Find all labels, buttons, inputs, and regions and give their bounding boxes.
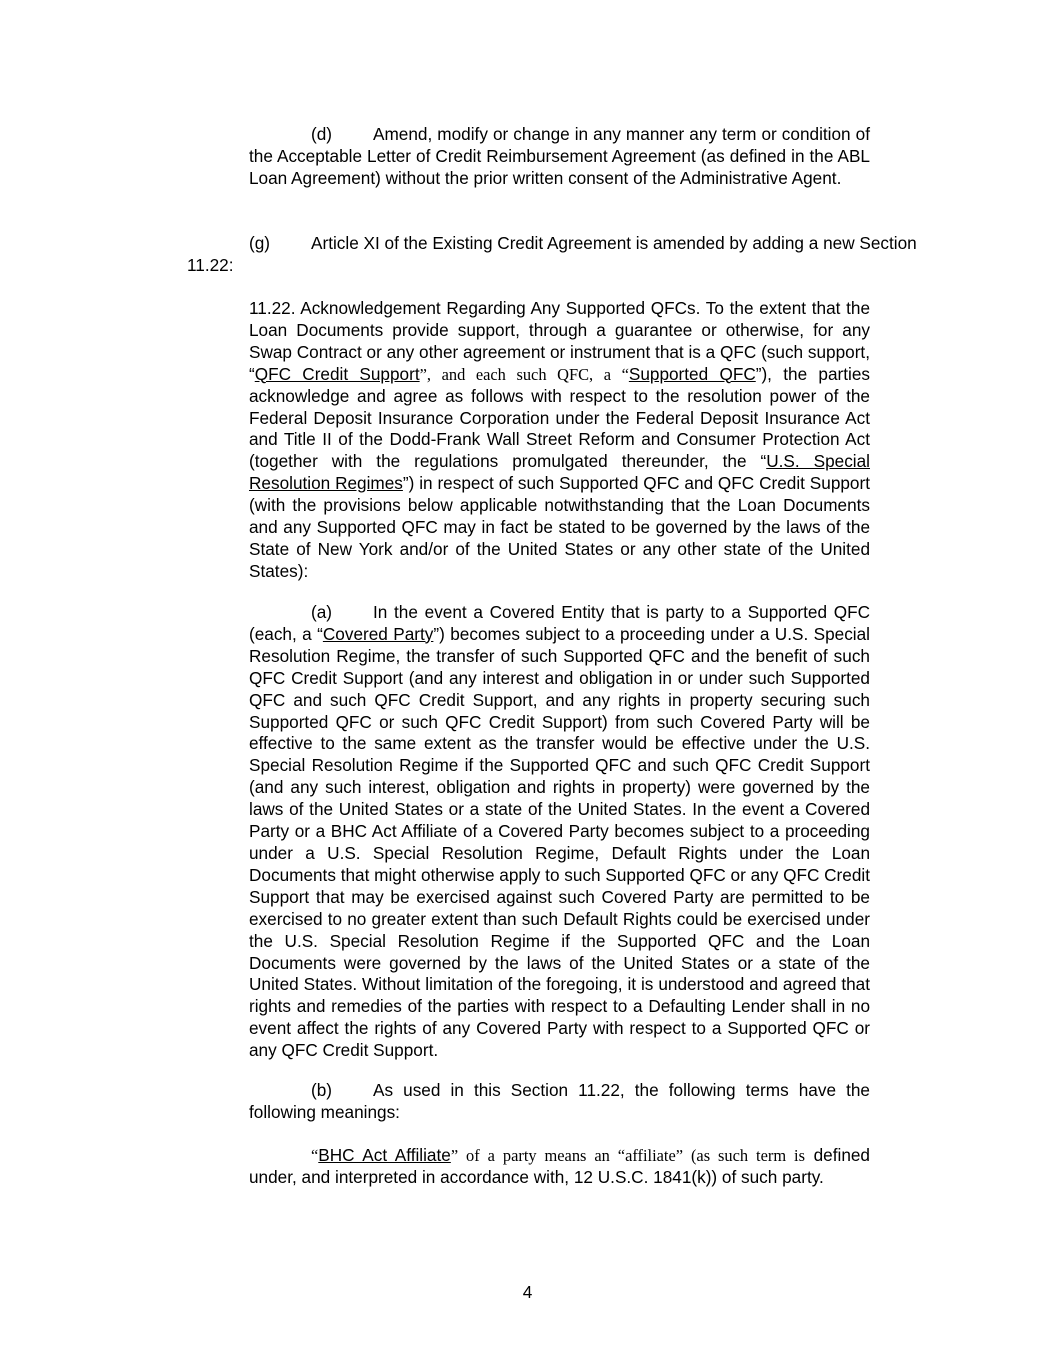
term-us-special-resolution-regimes: U.S. Special Resolution Regimes (249, 451, 870, 494)
section-11-22: 11.22. Acknowledgement Regarding Any Supported QFCs. To the extent that the Loan Documents provide support, through a guarantee or otherwise, for any Swap Contract or any other agreement or instrument that is a QFC (such support, “QFC Credit Support”, and each such QFC, a “Supported QFC”), the parties acknowledge and agree as follows with respect to the resolution power of the Federal Deposit Insurance Corporation under the Federal Deposit Insurance Act and Title II of the Dodd-Frank Wall Street Reform and Consumer Protection Act (together with the regulations promulgated thereunder, the “U.S. Special Resolution Regimes”) in respect of such Supported QFC and QFC Credit Support (with the provisions below applicable notwithstanding that the Loan Documents and any Supported QFC may in fact be stated to be governed by the laws of the State of New York and/or of the United States or any other state of the United States): (249, 298, 870, 581)
subparagraph-a: (a) In the event a Covered Entity that is party to a Supported QFC (each, a “Covered Party”) becomes subject to a proceeding under a U.S. Special Resolution Regime, the transfer of such Supported QFC and the benefit of such QFC Credit Support (and any interest and obligation in or under such Supported QFC and such QFC Credit Support, and any rights in property securing such Supported QFC or such QFC Credit Support) from such Covered Party will be effective to the same extent as the transfer would be effective under the U.S. Special Resolution Regime if the Supported QFC and such QFC Credit Support (and any such interest, obligation and rights in property) were governed by the laws of the United States or a state of the United States. In the event a Covered Party or a BHC Act Affiliate of a Covered Party becomes subject to a proceeding under a U.S. Special Resolution Regime, Default Rights under the Loan Documents that might otherwise apply to such Supported QFC or any QFC Credit Support that may be exercised against such Covered Party are permitted to be exercised to no greater extent than such Default Rights could be exercised under the U.S. Special Resolution Regime if the Supported QFC and the Loan Documents were governed by the laws of the United States or a state of the United States. Without limitation of the foregoing, it is understood and agreed that rights and remedies of the parties with respect to a Defaulting Lender shall in no event affect the rights of any Covered Party with respect to a Supported QFC or any QFC Credit Support. (249, 602, 871, 1061)
term-covered-party: Covered Party (322, 623, 434, 644)
subparagraph-b-label: (b) (311, 1080, 333, 1100)
paragraph-d-text: Amend, modify or change in any manner any term or condition of the Acceptable Letter of Credit Reimbursement Agreement (as defined in the ABL Loan Agreement) without the prior written consent of the Administrative Agent. (249, 124, 870, 188)
page-number: 4 (522, 1282, 533, 1302)
paragraph-d-label: (d) (311, 124, 333, 144)
term-supported-qfc: Supported QFC (628, 363, 756, 384)
subparagraph-a-label: (a) (311, 602, 333, 622)
paragraph-g (249, 233, 949, 255)
term-qfc-credit-support: QFC Credit Support (254, 363, 420, 384)
definition-bhc-act-affiliate: “BHC Act Affiliate” of a party means an “affiliate” (as such term is defined under, and interpreted in accordance with, 12 U.S.C. 1841(k)) of such party. (249, 1145, 870, 1187)
paragraph-g-continuation: 11.22: (187, 255, 234, 275)
paragraph-g-text: Article XI of the Existing Credit Agreement is amended by adding a new Section (311, 233, 917, 253)
subparagraph-b: (b) As used in this Section 11.22, the following terms have the following meanings: (249, 1080, 870, 1122)
term-bhc-act-affiliate: BHC Act Affiliate (318, 1145, 451, 1165)
paragraph-d (249, 124, 870, 190)
section-heading: 11.22. Acknowledgement Regarding Any Supported QFCs. (249, 298, 701, 318)
paragraph-g-label: (g) (249, 233, 271, 253)
